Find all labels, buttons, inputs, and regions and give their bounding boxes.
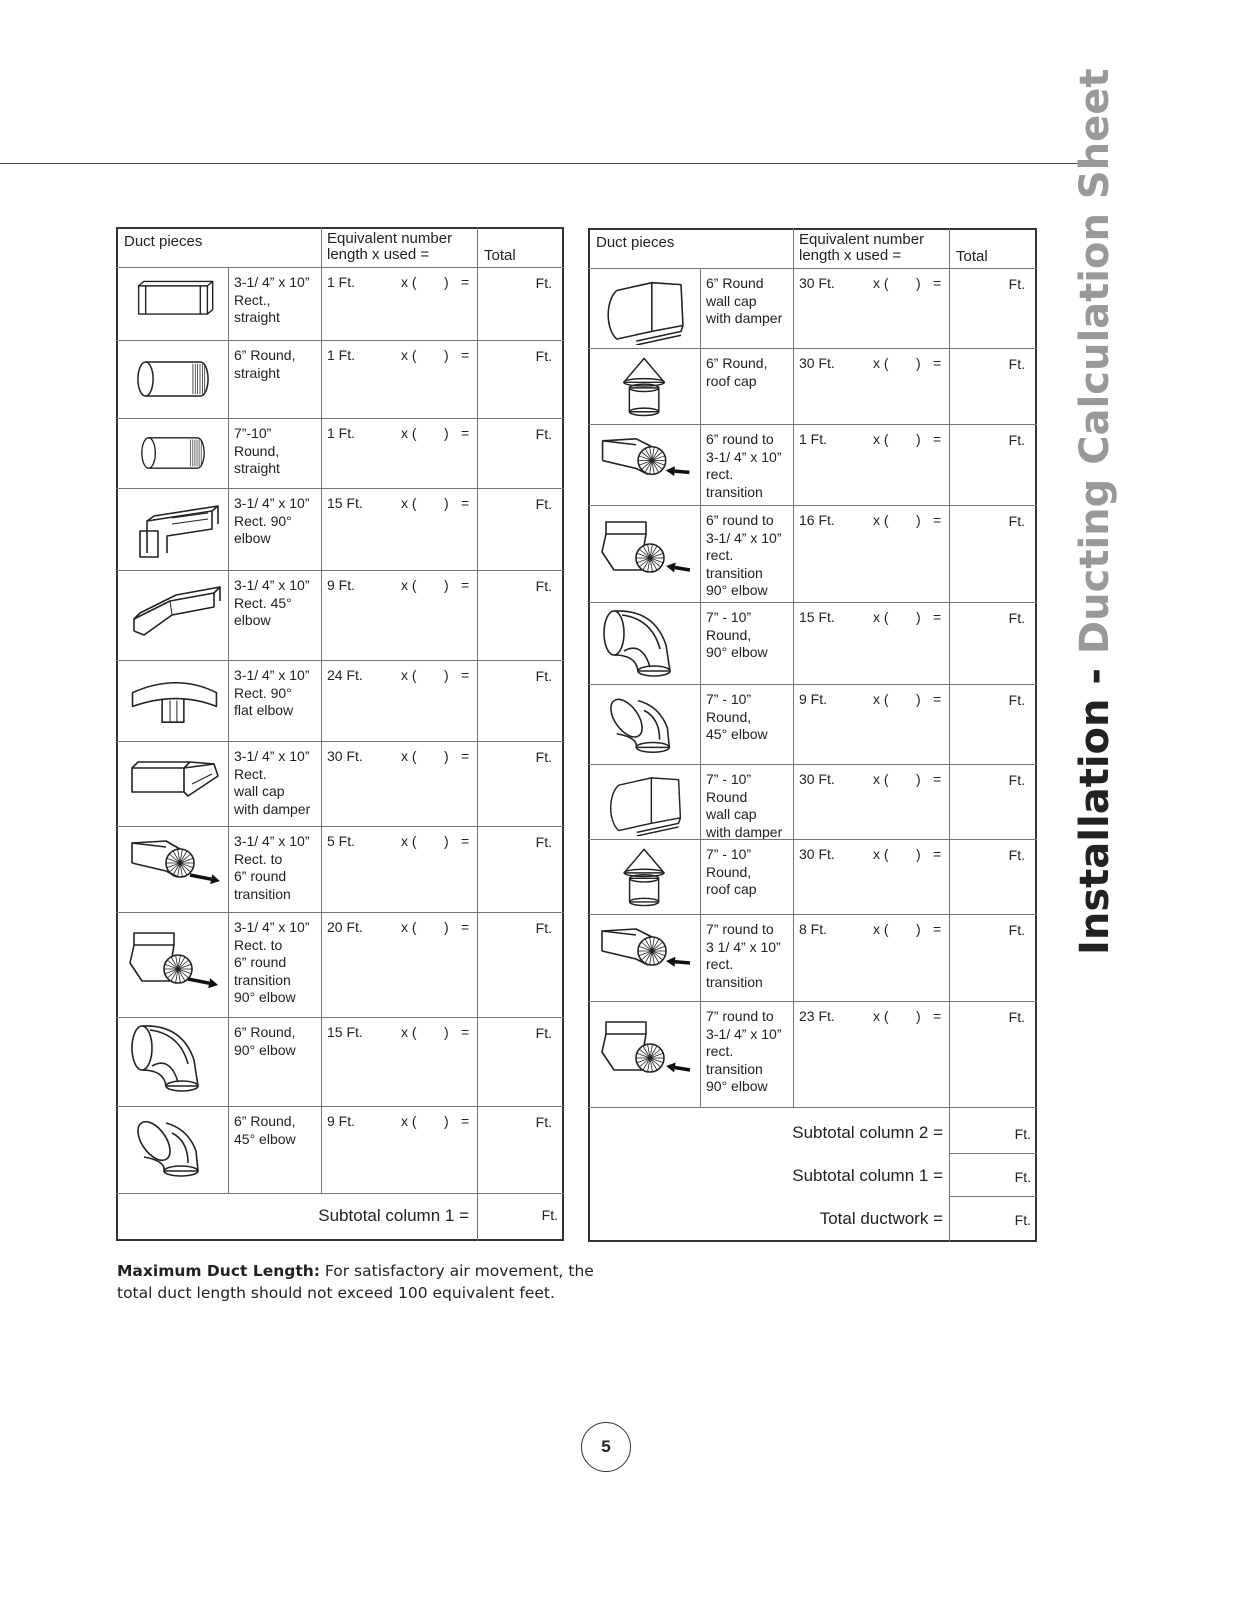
total-field[interactable]: Ft.: [535, 1025, 552, 1041]
equivalent-length: 15 Ft.: [799, 609, 835, 625]
total-field[interactable]: Ft.: [535, 275, 552, 291]
equals-sign: =: [461, 1024, 470, 1040]
multiply-close: ): [916, 275, 921, 291]
row-divider: [116, 418, 564, 419]
subtotal-column-2-field[interactable]: Ft.: [1014, 1126, 1031, 1142]
page-number: 5: [581, 1422, 631, 1472]
rect-to-round-transition-icon: [122, 829, 224, 905]
equals-sign: =: [933, 609, 942, 625]
total-field[interactable]: Ft.: [1008, 847, 1025, 863]
multiply-close: ): [444, 748, 449, 764]
subtotal-column-1-field[interactable]: Ft.: [541, 1207, 558, 1223]
duct-description: 6” Round wall cap with damper: [706, 275, 783, 326]
row-divider: [949, 1153, 1037, 1154]
multiply-open: x (: [401, 347, 417, 363]
round-wall-cap-icon: [594, 271, 696, 345]
duct-description: 7” - 10” Round wall cap with damper: [706, 771, 783, 840]
header-total: Total: [956, 248, 988, 265]
row-divider: [588, 1107, 1037, 1108]
total-field[interactable]: Ft.: [1008, 772, 1025, 788]
round-straight-duct-icon: [122, 343, 224, 415]
equals-sign: =: [461, 1113, 470, 1129]
round-straight-duct-icon: [122, 421, 224, 485]
round-roof-cap-icon: [594, 842, 696, 911]
equals-sign: =: [461, 495, 470, 511]
multiply-open: x (: [873, 355, 889, 371]
note-heading: Maximum Duct Length:: [117, 1262, 320, 1280]
equivalent-length: 30 Ft.: [799, 275, 835, 291]
header-equivalent-length: Equivalent number length x used =: [327, 230, 453, 263]
multiply-open: x (: [873, 512, 889, 528]
round-to-rect-transition-icon: [594, 427, 696, 502]
equivalent-length: 24 Ft.: [327, 667, 363, 683]
duct-description: 6” Round, straight: [234, 347, 296, 381]
side-title: [1071, 68, 1119, 955]
equals-sign: =: [461, 748, 470, 764]
multiply-open: x (: [873, 275, 889, 291]
multiply-open: x (: [401, 1024, 417, 1040]
number-used-field[interactable]: [421, 345, 443, 365]
number-used-field[interactable]: [421, 1022, 443, 1042]
equals-sign: =: [461, 347, 470, 363]
round-90-elbow-icon: [594, 605, 696, 681]
duct-description: 7” round to 3-1/ 4” x 10” rect. transition 90° elbow: [706, 1008, 782, 1094]
row-divider: [588, 1001, 1037, 1002]
round-to-rect-elbow-icon: [594, 512, 696, 588]
row-divider: [116, 826, 564, 827]
number-used-field[interactable]: [893, 273, 915, 293]
multiply-close: ): [444, 1113, 449, 1129]
equals-sign: =: [933, 275, 942, 291]
equals-sign: =: [933, 846, 942, 862]
row-divider: [588, 684, 1037, 685]
duct-description: 7” - 10” Round, 90° elbow: [706, 609, 768, 660]
row-divider: [588, 348, 1037, 349]
row-divider: [588, 602, 1037, 603]
number-used-field[interactable]: [893, 689, 915, 709]
note-text: For satisfactory air movement, the total duct length should not exceed 100 equivalent feet.: [117, 1262, 594, 1302]
equivalent-length: 1 Ft.: [327, 425, 356, 441]
multiply-close: ): [916, 609, 921, 625]
row-divider: [588, 839, 1037, 840]
round-45-elbow-icon: [594, 687, 696, 761]
multiply-open: x (: [401, 1113, 417, 1129]
number-used-field[interactable]: [893, 919, 915, 939]
row-divider: [588, 764, 1037, 765]
equals-sign: =: [461, 274, 470, 290]
multiply-close: ): [916, 921, 921, 937]
equals-sign: =: [461, 667, 470, 683]
equals-sign: =: [933, 1008, 942, 1024]
number-used-field[interactable]: [893, 1006, 915, 1026]
number-used-field[interactable]: [893, 510, 915, 530]
rect-45-elbow-icon: [122, 573, 224, 649]
duct-description: 6” Round, 90° elbow: [234, 1024, 296, 1058]
number-used-field[interactable]: [421, 746, 443, 766]
multiply-close: ): [444, 495, 449, 511]
number-used-field[interactable]: [421, 423, 443, 443]
multiply-open: x (: [401, 495, 417, 511]
total-field[interactable]: Ft.: [1008, 922, 1025, 938]
rect-straight-duct-icon: [122, 270, 224, 337]
column-divider: [700, 268, 701, 1107]
row-divider: [116, 660, 564, 661]
column-divider: [949, 228, 950, 1242]
column-divider: [477, 227, 478, 1241]
total-ductwork-label: Total ductwork =: [819, 1209, 943, 1228]
total-field[interactable]: Ft.: [1008, 356, 1025, 372]
subtotal-column-1-label: Subtotal column 1 =: [792, 1166, 943, 1185]
row-divider: [116, 488, 564, 489]
row-divider: [116, 267, 564, 268]
equivalent-length: 1 Ft.: [327, 274, 356, 290]
column-divider: [228, 267, 229, 1193]
duct-description: 3-1/ 4” x 10” Rect. 45° elbow: [234, 577, 310, 628]
subtotal-column-2-label: Subtotal column 2 =: [792, 1123, 943, 1142]
row-divider: [949, 1196, 1037, 1197]
equals-sign: =: [933, 512, 942, 528]
equals-sign: =: [461, 425, 470, 441]
multiply-close: ): [916, 691, 921, 707]
duct-description: 6” round to 3-1/ 4” x 10” rect. transition 90° elbow: [706, 512, 782, 598]
row-divider: [116, 912, 564, 913]
row-divider: [588, 914, 1037, 915]
total-field[interactable]: Ft.: [1008, 1009, 1025, 1025]
number-used-field[interactable]: [893, 607, 915, 627]
total-field[interactable]: Ft.: [535, 578, 552, 594]
multiply-close: ): [444, 919, 449, 935]
total-field[interactable]: Ft.: [1008, 513, 1025, 529]
multiply-close: ): [444, 347, 449, 363]
round-45-elbow-icon: [122, 1109, 224, 1185]
equals-sign: =: [933, 431, 942, 447]
row-divider: [116, 1017, 564, 1018]
duct-description: 7” - 10” Round, roof cap: [706, 846, 757, 897]
row-divider: [588, 268, 1037, 269]
equivalent-length: 16 Ft.: [799, 512, 835, 528]
row-divider: [588, 505, 1037, 506]
total-field[interactable]: Ft.: [535, 1114, 552, 1130]
multiply-open: x (: [401, 748, 417, 764]
total-ductwork-field[interactable]: Ft.: [1014, 1212, 1031, 1228]
number-used-field[interactable]: [421, 831, 443, 851]
equals-sign: =: [461, 833, 470, 849]
equivalent-length: 23 Ft.: [799, 1008, 835, 1024]
rect-wall-cap-icon: [122, 744, 224, 820]
equals-sign: =: [933, 355, 942, 371]
side-title-part2: Ducting Calculation Sheet: [1072, 68, 1118, 655]
round-roof-cap-icon: [594, 351, 696, 421]
round-to-rect-transition-icon: [594, 917, 696, 993]
side-title-part1: Installation -: [1072, 654, 1118, 955]
multiply-open: x (: [873, 921, 889, 937]
row-divider: [588, 424, 1037, 425]
equivalent-length: 20 Ft.: [327, 919, 363, 935]
total-field[interactable]: Ft.: [1008, 432, 1025, 448]
equivalent-length: 30 Ft.: [799, 771, 835, 787]
equivalent-length: 5 Ft.: [327, 833, 356, 849]
multiply-open: x (: [401, 919, 417, 935]
number-used-field[interactable]: [421, 493, 443, 513]
total-field[interactable]: Ft.: [535, 834, 552, 850]
total-field[interactable]: Ft.: [1008, 610, 1025, 626]
header-equivalent-length: Equivalent number length x used =: [799, 231, 925, 264]
equivalent-length: 9 Ft.: [799, 691, 828, 707]
number-used-field[interactable]: [421, 575, 443, 595]
duct-description: 6” Round, roof cap: [706, 355, 768, 389]
duct-description: 7”-10” Round, straight: [234, 425, 280, 476]
header-rule: [0, 163, 1105, 164]
row-divider: [116, 1193, 564, 1194]
duct-description: 3-1/ 4” x 10” Rect. to 6” round transition: [234, 833, 310, 902]
round-wall-cap-icon: [594, 767, 696, 836]
multiply-close: ): [916, 846, 921, 862]
multiply-open: x (: [873, 691, 889, 707]
multiply-close: ): [444, 1024, 449, 1040]
equals-sign: =: [461, 919, 470, 935]
equivalent-length: 15 Ft.: [327, 1024, 363, 1040]
row-divider: [116, 570, 564, 571]
rect-to-round-elbow-icon: [122, 923, 224, 999]
multiply-close: ): [444, 667, 449, 683]
subtotal-column-1-field[interactable]: Ft.: [1014, 1169, 1031, 1185]
column-divider: [321, 227, 322, 1193]
equivalent-length: 30 Ft.: [327, 748, 363, 764]
equals-sign: =: [933, 691, 942, 707]
multiply-open: x (: [401, 833, 417, 849]
multiply-close: ): [444, 577, 449, 593]
total-field[interactable]: Ft.: [535, 668, 552, 684]
number-used-field[interactable]: [421, 272, 443, 292]
multiply-open: x (: [873, 609, 889, 625]
column-divider: [793, 228, 794, 1107]
number-used-field[interactable]: [893, 769, 915, 789]
multiply-close: ): [916, 431, 921, 447]
round-to-rect-elbow-icon: [594, 1012, 696, 1088]
total-field[interactable]: Ft.: [535, 749, 552, 765]
duct-description: 7” round to 3 1/ 4” x 10” rect. transition: [706, 921, 781, 990]
multiply-open: x (: [873, 771, 889, 787]
rect-90-elbow-icon: [122, 491, 224, 567]
multiply-close: ): [444, 425, 449, 441]
equivalent-length: 9 Ft.: [327, 1113, 356, 1129]
header-duct-pieces: Duct pieces: [124, 233, 203, 250]
equivalent-length: 30 Ft.: [799, 846, 835, 862]
subtotal-column-1-label: Subtotal column 1 =: [318, 1206, 469, 1225]
total-field[interactable]: Ft.: [535, 348, 552, 364]
duct-description: 6” round to 3-1/ 4” x 10” rect. transition: [706, 431, 782, 500]
row-divider: [116, 741, 564, 742]
equivalent-length: 8 Ft.: [799, 921, 828, 937]
multiply-open: x (: [401, 425, 417, 441]
equivalent-length: 1 Ft.: [799, 431, 828, 447]
equivalent-length: 15 Ft.: [327, 495, 363, 511]
multiply-close: ): [916, 512, 921, 528]
round-90-elbow-icon: [122, 1020, 224, 1096]
max-duct-length-note: [117, 1261, 597, 1304]
multiply-open: x (: [401, 667, 417, 683]
total-field[interactable]: Ft.: [535, 496, 552, 512]
total-field[interactable]: Ft.: [535, 920, 552, 936]
duct-description: 3-1/ 4” x 10” Rect. 90° elbow: [234, 495, 310, 546]
multiply-open: x (: [873, 431, 889, 447]
row-divider: [116, 1106, 564, 1107]
equals-sign: =: [933, 771, 942, 787]
header-total: Total: [484, 247, 516, 264]
duct-description: 7” - 10” Round, 45° elbow: [706, 691, 768, 742]
header-duct-pieces: Duct pieces: [596, 234, 675, 251]
duct-description: 3-1/ 4” x 10” Rect., straight: [234, 274, 310, 325]
multiply-close: ): [444, 833, 449, 849]
number-used-field[interactable]: [421, 665, 443, 685]
number-used-field[interactable]: [893, 844, 915, 864]
multiply-close: ): [444, 274, 449, 290]
duct-description: 3-1/ 4” x 10” Rect. to 6” round transition 90° elbow: [234, 919, 310, 1005]
multiply-close: ): [916, 771, 921, 787]
multiply-open: x (: [873, 1008, 889, 1024]
total-field[interactable]: Ft.: [535, 426, 552, 442]
row-divider: [116, 340, 564, 341]
equivalent-length: 1 Ft.: [327, 347, 356, 363]
duct-description: 6” Round, 45° elbow: [234, 1113, 296, 1147]
number-used-field[interactable]: [893, 353, 915, 373]
rect-flat-elbow-icon: [122, 663, 224, 738]
equivalent-length: 9 Ft.: [327, 577, 356, 593]
number-used-field[interactable]: [421, 1111, 443, 1131]
multiply-open: x (: [401, 577, 417, 593]
multiply-open: x (: [401, 274, 417, 290]
multiply-close: ): [916, 1008, 921, 1024]
duct-description: 3-1/ 4” x 10” Rect. wall cap with damper: [234, 748, 311, 817]
total-field[interactable]: Ft.: [1008, 276, 1025, 292]
number-used-field[interactable]: [893, 429, 915, 449]
total-field[interactable]: Ft.: [1008, 692, 1025, 708]
multiply-close: ): [916, 355, 921, 371]
equals-sign: =: [933, 921, 942, 937]
number-used-field[interactable]: [421, 917, 443, 937]
duct-description: 3-1/ 4” x 10” Rect. 90° flat elbow: [234, 667, 310, 718]
equals-sign: =: [461, 577, 470, 593]
multiply-open: x (: [873, 846, 889, 862]
equivalent-length: 30 Ft.: [799, 355, 835, 371]
